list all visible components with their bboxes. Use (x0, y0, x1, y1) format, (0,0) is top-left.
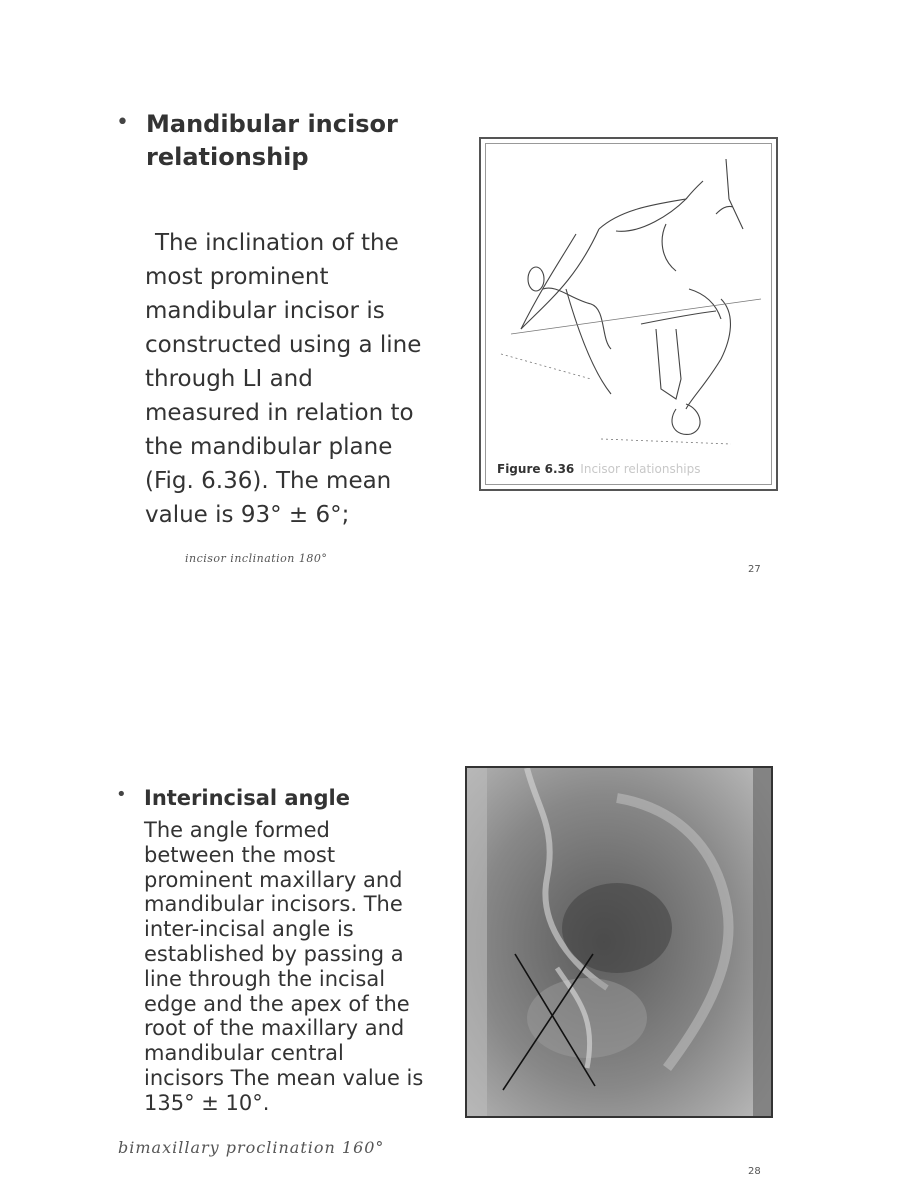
figure-caption-text: Incisor relationships (580, 462, 701, 476)
body-line: value is 93° ± 6°; (145, 502, 350, 528)
body-line: 135° ± 10°. (144, 1090, 270, 1115)
body-line: through LI and (145, 366, 313, 392)
body-line: established by passing a (144, 941, 404, 966)
tracing-drawing (481, 139, 776, 489)
body-line: mandibular central (144, 1041, 344, 1066)
body-line: mandibular incisors. The (144, 892, 403, 917)
body-line: inter-incisal angle is (144, 917, 354, 942)
xray-drawing (467, 768, 771, 1116)
body-line: incisors The mean value is (144, 1065, 424, 1090)
heading-line: Mandibular incisor (146, 110, 398, 138)
cephalometric-tracing-figure (479, 137, 778, 491)
bullet-dot: • (116, 784, 127, 805)
page-number: 28 (748, 1166, 761, 1177)
body-line: constructed using a line (145, 332, 422, 358)
slide-body (144, 818, 423, 1116)
slide-heading: Interincisal angle (144, 786, 350, 810)
body-line: most prominent (145, 264, 329, 290)
figure-label: Figure 6.36 (497, 462, 575, 476)
bullet-dot: • (116, 110, 129, 135)
body-line: the mandibular plane (145, 434, 393, 460)
heading-line: relationship (146, 143, 309, 172)
slide-body (145, 226, 421, 532)
slide-heading (146, 108, 398, 174)
cephalometric-xray-image (465, 766, 773, 1118)
body-line: root of the maxillary and (144, 1016, 405, 1041)
body-line: (Fig. 6.36). The mean (145, 468, 392, 494)
body-line: The angle formed (144, 818, 330, 842)
handwritten-note: incisor inclination 180° (185, 552, 328, 565)
figure-caption (497, 462, 701, 476)
body-line: The inclination of the (155, 230, 399, 256)
body-line: edge and the apex of the (144, 991, 410, 1016)
body-line: measured in relation to (145, 400, 414, 426)
body-line: between the most (144, 842, 336, 867)
body-line: prominent maxillary and (144, 867, 403, 892)
body-line: mandibular incisor is (145, 298, 385, 324)
body-line: line through the incisal (144, 966, 386, 991)
handwritten-note: bimaxillary proclination 160° (118, 1138, 385, 1157)
page-number: 27 (748, 564, 761, 575)
